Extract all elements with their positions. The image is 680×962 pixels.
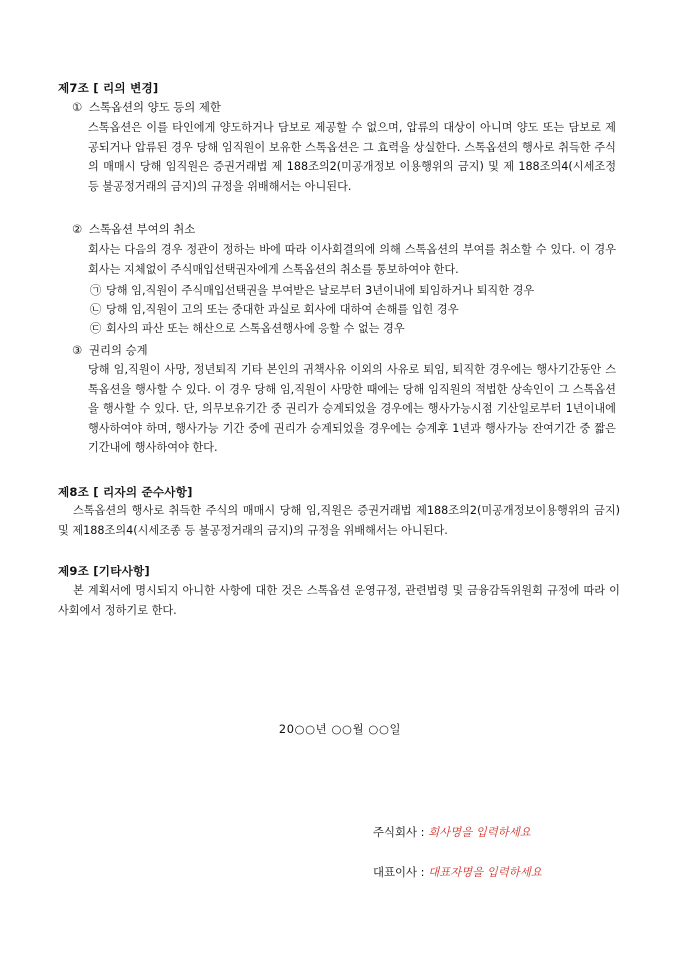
- article-9-body: 본 계획서에 명시되지 아니한 사항에 대한 것은 스톡옵션 운영규정, 관련법령 및 금융감독위원회 규정에 따라 이사회에서 정하기로 한다.: [58, 584, 620, 617]
- article-7-subitem-2: [90, 301, 459, 317]
- ceo-label: 대표이사 :: [373, 865, 429, 879]
- article-8-body: 스톡옵션의 행사로 취득한 주식의 매매시 당해 임,직원은 증권거래법 제188조의2(미공개정보이용행위의 금지) 및 제188조의4(시세조종 등 불공정거래의 금지)의 규정을 위배해서는 아니된다.: [58, 504, 620, 537]
- item-number: ③: [72, 343, 83, 357]
- subitem-mark: ㉢: [90, 322, 102, 335]
- article-7-subitem-3: [90, 320, 405, 336]
- article-7-item-3-body: 당해 임,직원이 사망, 정년퇴직 기타 본인의 귀책사유 이외의 사유로 퇴임, 퇴직한 경우에는 행사기간동안 스톡옵션을 행사할 수 있다. 이 경우 당해 임,직원이 사망한 때에는 당해 임직원의 적법한 상속인이 그 스톡옵션을 행사할 수 있다. 단, 의무보유기간 중 권리가 승계되었을 경우에는 행사가능시점 기산일로부터 1년이내에 행사하여야 하며, 행사가능 기간 중에 권리가 승계되었을 경우에는 승계후 1년과 행사가능 잔여기간 중 짧은 기간내에 행사하여야 한다.: [88, 363, 616, 454]
- article-7-item-1-heading: [72, 99, 221, 115]
- item-heading: 권리의 승계: [89, 343, 148, 357]
- subitem-mark: ㉠: [90, 284, 102, 297]
- article-7-item-1-body: 스톡옵션은 이를 타인에게 양도하거나 담보로 제공할 수 없으며, 압류의 대상이 아니며 양도 또는 담보로 제공되거나 압류된 경우 당해 임직원이 보유한 스톡옵션은 그 효력을 상실한다. 스톡옵션의 행사로 취득한 주식의 매매시 당해 임직원은 증권거래법 제 188조의2(미공개정보 이용행위의 금지) 및 제 188조의4(시세조정 등 불공정거래의 금지)의 규정을 위배해서는 아니된다.: [88, 121, 616, 193]
- ceo-name-placeholder[interactable]: 대표자명을 입력하세요: [428, 865, 542, 879]
- article-8-title: 제8조 [ 리자의 준수사항]: [58, 485, 193, 499]
- article-9-title: 제9조 [기타사항]: [58, 564, 150, 578]
- item-number: ①: [72, 100, 83, 114]
- document-date: 20○○년 ○○월 ○○일: [278, 722, 402, 736]
- item-heading: 스톡옵션의 양도 등의 제한: [89, 100, 221, 114]
- subitem-mark: ㉡: [90, 303, 102, 316]
- company-name-placeholder[interactable]: 회사명을 입력하세요: [428, 825, 531, 839]
- subitem-text: 회사의 파산 또는 해산으로 스톡옵션행사에 응할 수 없는 경우: [106, 322, 405, 335]
- subitem-text: 당해 임,직원이 주식매입선택권을 부여받은 날로부터 3년이내에 퇴임하거나 퇴직한 경우: [106, 284, 535, 297]
- company-label: 주식회사 :: [373, 825, 429, 839]
- article-7-item-3-heading: [72, 342, 148, 358]
- article-7-subitem-1: [90, 282, 534, 298]
- company-signature-line: [373, 824, 531, 840]
- ceo-signature-line: [373, 864, 542, 880]
- item-number: ②: [72, 222, 83, 236]
- item-heading: 스톡옵션 부여의 취소: [89, 222, 196, 236]
- article-7-item-2-body: 회사는 다음의 경우 정관이 정하는 바에 따라 이사회결의에 의해 스톡옵션의 부여를 취소할 수 있다. 이 경우 회사는 지체없이 주식매입선택권자에게 스톡옵션의 취소를 통보하여야 한다.: [88, 243, 616, 276]
- subitem-text: 당해 임,직원이 고의 또는 중대한 과실로 회사에 대하여 손해를 입힌 경우: [106, 303, 459, 316]
- article-7-item-2-heading: [72, 221, 195, 237]
- article-7-title: 제7조 [ 리의 변경]: [58, 81, 159, 95]
